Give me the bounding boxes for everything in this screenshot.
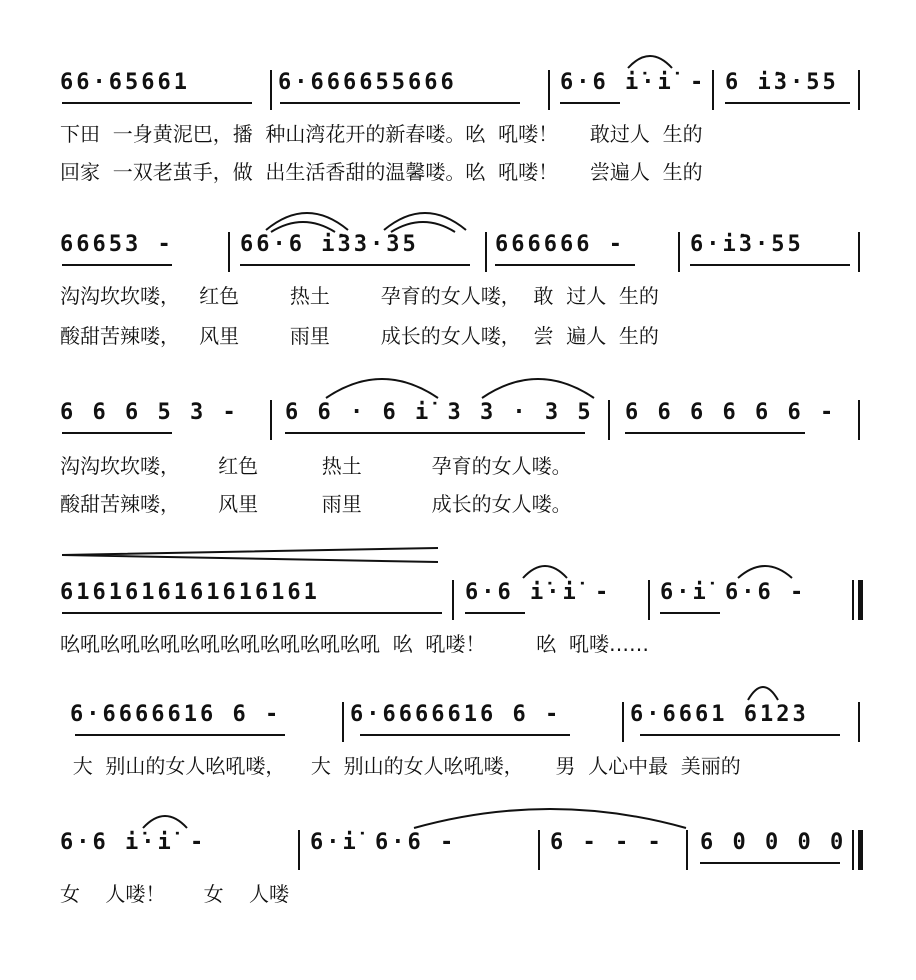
measure: 6 6 6 5 3 - bbox=[60, 400, 239, 425]
measure: 66·6 i̇33·35 bbox=[240, 232, 419, 257]
lyric-line: 酸甜苦辣喽， 风里 雨里 成长的女人喽。 bbox=[60, 492, 572, 516]
barline bbox=[452, 580, 454, 620]
barline bbox=[678, 232, 680, 272]
lyric-line: 女 人喽！ 女 人喽 bbox=[60, 882, 290, 906]
lyric-line: 回家 一双老茧手，做 出生活香甜的温馨喽。吆 吼喽！ 尝遍人 生的 bbox=[60, 160, 703, 184]
barline bbox=[298, 830, 300, 870]
underline bbox=[700, 862, 840, 864]
slur bbox=[322, 368, 442, 400]
repeat-end-barline bbox=[852, 580, 854, 620]
barline bbox=[858, 400, 860, 440]
notes-row bbox=[60, 400, 860, 440]
barline bbox=[648, 580, 650, 620]
lyric-line: 吆吼吆吼吆吼吆吼吆吼吆吼吆吼吆吼 吆 吼喽！ 吆 吼喽…… bbox=[60, 632, 650, 656]
notes-row bbox=[60, 580, 860, 620]
measure: 6 - - - bbox=[550, 830, 664, 855]
lyric-line: 下田 一身黄泥巴，播 种山湾花开的新春喽。吆 吼喽！ 敢过人 生的 bbox=[60, 122, 703, 146]
underline bbox=[62, 264, 172, 266]
repeat-end-thick bbox=[858, 580, 863, 620]
measure: 6·6 i̇·i̇ - bbox=[60, 830, 207, 855]
barline bbox=[608, 400, 610, 440]
barline bbox=[622, 702, 624, 742]
measure: 6161616161616161 bbox=[60, 580, 320, 605]
underline bbox=[285, 432, 585, 434]
barline bbox=[485, 232, 487, 272]
notes-row bbox=[60, 702, 860, 742]
measure: 6·6666616 6 - bbox=[350, 702, 562, 727]
final-barline-thin bbox=[852, 830, 854, 870]
measure: 66·65661 bbox=[60, 70, 190, 95]
barline bbox=[270, 400, 272, 440]
underline bbox=[280, 102, 520, 104]
slur bbox=[735, 558, 795, 580]
measure: 6·i̇3·55 bbox=[690, 232, 804, 257]
slur bbox=[388, 214, 458, 234]
underline bbox=[725, 102, 850, 104]
slur bbox=[268, 214, 338, 234]
barline bbox=[270, 70, 272, 110]
barline bbox=[858, 702, 860, 742]
underline bbox=[495, 264, 635, 266]
measure: 6 i̇3·55 bbox=[725, 70, 839, 95]
slur bbox=[520, 558, 570, 580]
measure: 6·i̇ 6·6 - bbox=[660, 580, 807, 605]
barline bbox=[538, 830, 540, 870]
barline bbox=[686, 830, 688, 870]
underline bbox=[660, 612, 720, 614]
underline bbox=[360, 734, 570, 736]
final-barline-thick bbox=[858, 830, 863, 870]
underline bbox=[690, 264, 850, 266]
lyric-line: 酸甜苦辣喽， 风里 雨里 成长的女人喽， 尝 遍人 生的 bbox=[60, 324, 659, 348]
crescendo-hairpin bbox=[62, 546, 442, 564]
measure: 6·666655666 bbox=[278, 70, 457, 95]
lyric-line: 沟沟坎坎喽， 红色 热土 孕育的女人喽。 bbox=[60, 454, 572, 478]
measure: 66653 - bbox=[60, 232, 174, 257]
lyric-line: 大 别山的女人吆吼喽， 大 别山的女人吆吼喽， 男 人心中最 美丽的 bbox=[60, 754, 741, 778]
slur bbox=[625, 48, 675, 70]
slur bbox=[745, 678, 781, 702]
measure: 6 6 6 6 6 6 - bbox=[625, 400, 837, 425]
measure: 6·6 i̇·i̇ - bbox=[560, 70, 707, 95]
underline bbox=[62, 102, 252, 104]
underline bbox=[560, 102, 620, 104]
measure: 666666 - bbox=[495, 232, 625, 257]
measure: 6·6 i̇·i̇ - bbox=[465, 580, 612, 605]
underline bbox=[75, 734, 285, 736]
measure: 6 0 0 0 0 bbox=[700, 830, 847, 855]
slur bbox=[140, 808, 190, 830]
measure: 6·i̇ 6·6 - bbox=[310, 830, 457, 855]
underline bbox=[62, 432, 172, 434]
slur bbox=[410, 800, 690, 830]
measure: 6·6666616 6 - bbox=[70, 702, 282, 727]
slur bbox=[478, 368, 598, 400]
barline bbox=[858, 232, 860, 272]
notes-row bbox=[60, 232, 860, 272]
underline bbox=[625, 432, 805, 434]
notes-row bbox=[60, 830, 860, 870]
barline bbox=[228, 232, 230, 272]
underline bbox=[640, 734, 840, 736]
barline bbox=[712, 70, 714, 110]
measure: 6·6661 6123 bbox=[630, 702, 809, 727]
underline bbox=[240, 264, 470, 266]
lyric-line: 沟沟坎坎喽， 红色 热土 孕育的女人喽， 敢 过人 生的 bbox=[60, 284, 659, 308]
underline bbox=[465, 612, 525, 614]
notes-row bbox=[60, 70, 860, 110]
underline bbox=[62, 612, 442, 614]
barline bbox=[858, 70, 860, 110]
barline bbox=[342, 702, 344, 742]
barline bbox=[548, 70, 550, 110]
measure: 6 6 · 6 i̇ 3 3 · 3 5 bbox=[285, 400, 594, 425]
